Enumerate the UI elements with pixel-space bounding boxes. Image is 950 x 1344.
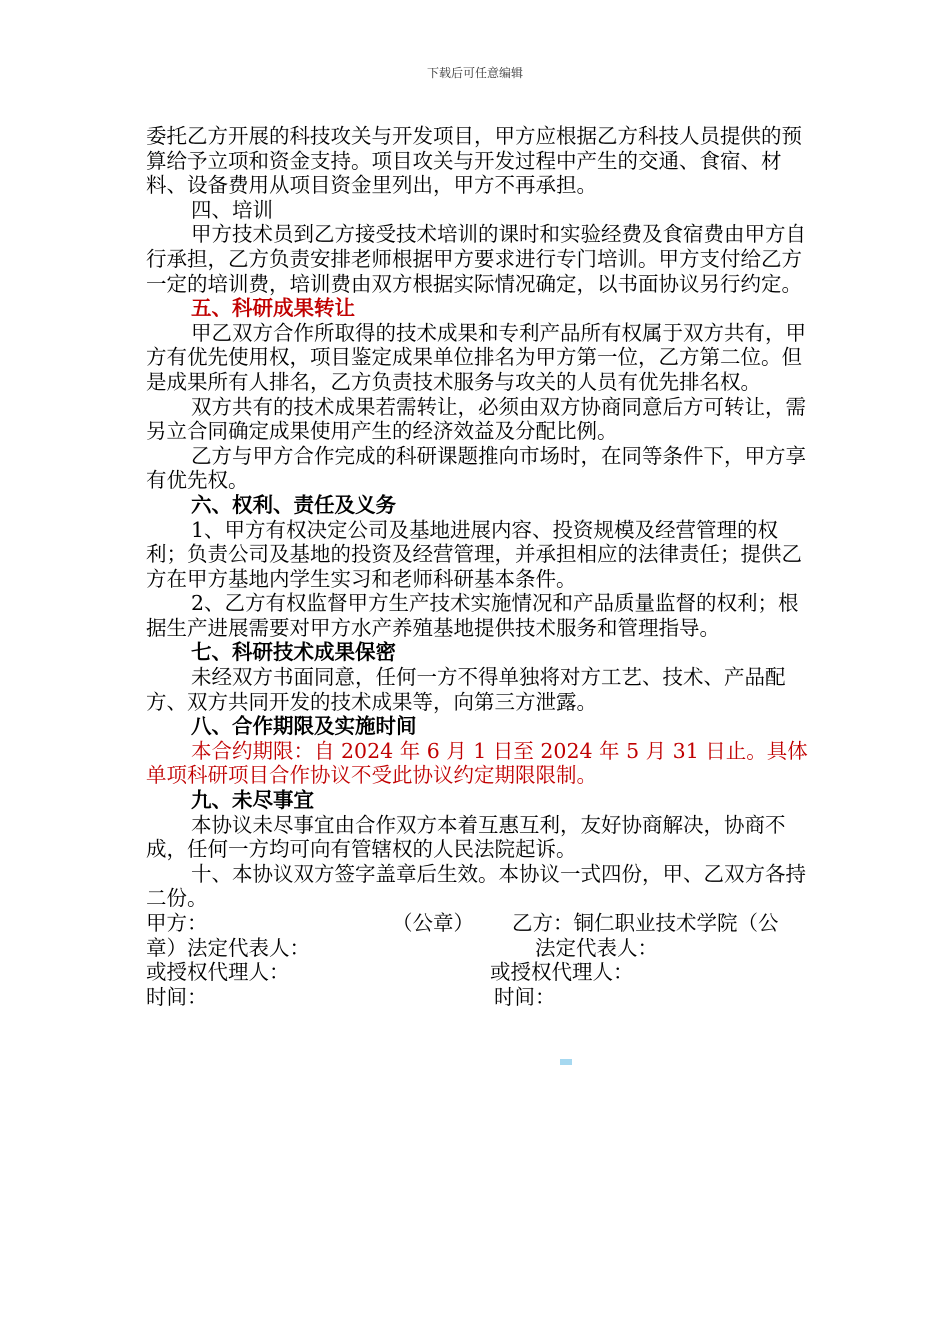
party-a-time: 时间： bbox=[146, 984, 208, 1009]
party-a-label: 甲方： bbox=[146, 911, 208, 935]
signature-row-1 bbox=[146, 911, 811, 936]
party-b-label: 乙方：铜仁职业技术学院（公 bbox=[512, 911, 779, 935]
paragraph: 甲方技术员到乙方接受技术培训的课时和实验经费及食宿费由甲方自行承担，乙方负责安排老师根据甲方要求进行专门培训。甲方支付给乙方一定的培训费，培训费由双方根据实际情况确定，以书面协议另行约定。 bbox=[146, 222, 806, 296]
section-heading: 七、科研技术成果保密 bbox=[191, 640, 396, 665]
signature-block bbox=[146, 911, 811, 1009]
section-heading: 六、权利、责任及义务 bbox=[191, 492, 396, 517]
party-a-representative: 章）法定代表人： bbox=[146, 935, 310, 960]
paragraph: 本合约期限：自 2024 年 6 月 1 日至 2024 年 5 月 31 日止。具体单项科研项目合作协议不受此协议约定期限限制。 bbox=[146, 738, 808, 788]
paragraph: 1、甲方有权决定公司及基地进展内容、投资规模及经营管理的权利；负责公司及基地的投资及经营管理，并承担相应的法律责任；提供乙方在甲方基地内学生实习和老师科研基本条件。 bbox=[146, 517, 802, 591]
paragraph: 甲乙双方合作所取得的技术成果和专利产品所有权属于双方共有，甲方有优先使用权，项目鉴定成果单位排名为甲方第一位，乙方第二位。但是成果所有人排名，乙方负责技术服务与攻关的人员有优先排名权。 bbox=[146, 320, 806, 394]
paragraph: 双方共有的技术成果若需转让，必须由双方协商同意后方可转让，需另立合同确定成果使用产生的经济效益及分配比例。 bbox=[146, 394, 806, 444]
paragraph: 未经双方书面同意，任何一方不得单独将对方工艺、技术、产品配方、双方共同开发的技术成果等，向第三方泄露。 bbox=[146, 665, 786, 714]
text-cursor-highlight bbox=[560, 1059, 572, 1065]
signature-row-4 bbox=[146, 985, 811, 1010]
document-body bbox=[146, 124, 811, 1009]
party-b-time: 时间： bbox=[494, 984, 556, 1009]
paragraph: 十、本协议双方签字盖章后生效。本协议一式四份，甲、乙双方各持二份。 bbox=[146, 861, 806, 911]
party-b-agent: 或授权代理人： bbox=[490, 960, 634, 985]
paragraph: 2、乙方有权监督甲方生产技术实施情况和产品质量监督的权利；根据生产进展需要对甲方水产养殖基地提供技术服务和管理指导。 bbox=[146, 591, 799, 640]
paragraph: 四、培训 bbox=[191, 197, 273, 222]
paragraph: 乙方与甲方合作完成的科研课题推向市场时，在同等条件下，甲方享有优先权。 bbox=[146, 443, 806, 493]
section-heading: 九、未尽事宜 bbox=[191, 788, 314, 813]
signature-row-2 bbox=[146, 936, 811, 961]
section-heading: 八、合作期限及实施时间 bbox=[191, 714, 417, 739]
party-a-seal: （公章） bbox=[392, 911, 474, 935]
paragraph: 本协议未尽事宜由合作双方本着互惠互利，友好协商解决，协商不成，任何一方均可向有管辖权的人民法院起诉。 bbox=[146, 812, 786, 862]
signature-row-3 bbox=[146, 960, 811, 985]
section-heading: 五、科研成果转让 bbox=[191, 296, 355, 321]
paragraph: 委托乙方开展的科技攻关与开发项目，甲方应根据乙方科技人员提供的预算给予立项和资金支持。项目攻关与开发过程中产生的交通、食宿、材料、设备费用从项目资金里列出，甲方不再承担。 bbox=[146, 124, 802, 198]
party-b-representative: 法定代表人： bbox=[535, 935, 658, 960]
paragraph-list bbox=[146, 124, 811, 911]
page-header: 下载后可任意编辑 bbox=[426, 66, 523, 80]
party-a-agent: 或授权代理人： bbox=[146, 960, 290, 985]
